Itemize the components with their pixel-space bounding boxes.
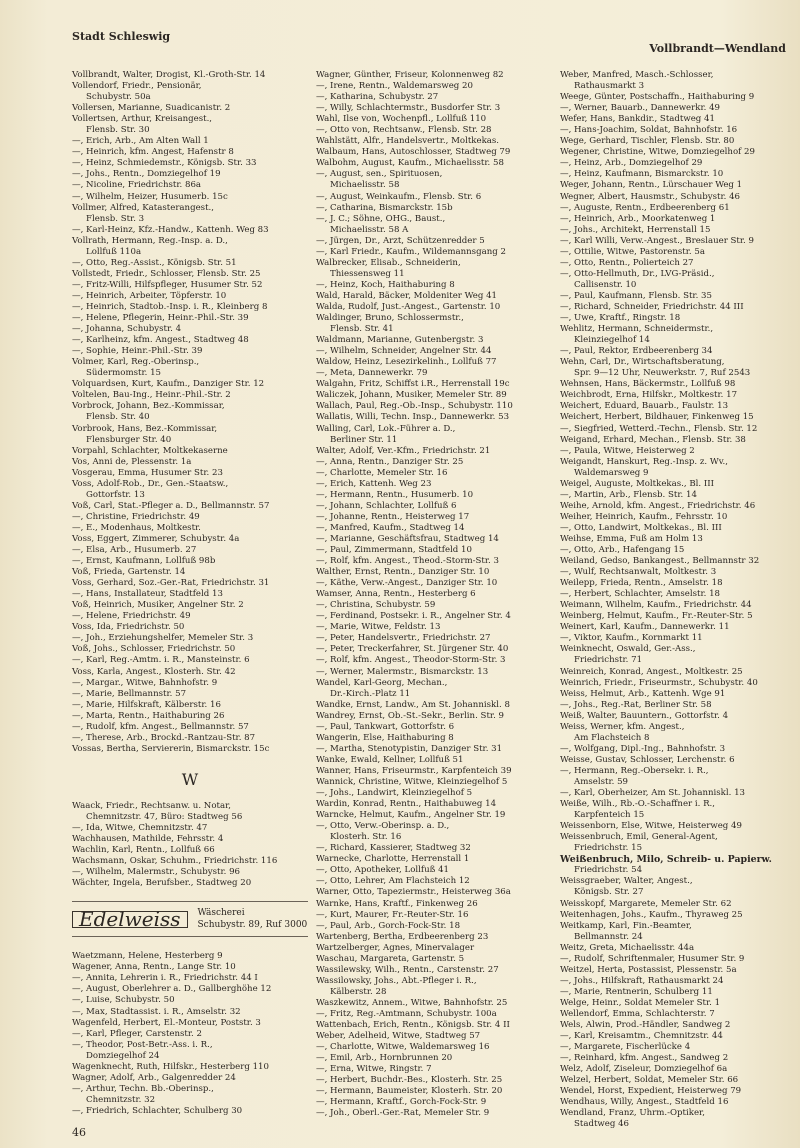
directory-entry: Welge, Heinr., Soldat Memeler Str. 1: [560, 997, 721, 1008]
directory-entry: —, Erich, Arb., Am Alten Wall 1: [72, 136, 209, 147]
directory-entry: —, Heinz, Koch, Haithaburing 8: [316, 279, 455, 290]
directory-entry: Am Flachsteich 8: [574, 732, 650, 743]
directory-entry: —, Heinz, Arb., Domziegelhof 29: [560, 158, 703, 169]
directory-entry: Michaelisstr. 58: [330, 180, 400, 191]
directory-entry: Königsb. Str. 27: [574, 887, 644, 898]
directory-entry: Weitz, Greta, Michaelisstr. 44a: [560, 942, 695, 953]
directory-entry: Karpfenteich 15: [574, 810, 645, 821]
directory-entry: —, Wilhelm, Heizer, Husumerb. 15c: [72, 191, 228, 202]
directory-entry: Voss, Ida, Friedrichstr. 50: [72, 622, 185, 633]
directory-entry: —, Otto, Lehrer, Am Flachsteich 12: [316, 876, 470, 887]
directory-entry: Vollertsen, Arthur, Kreisangest.,: [72, 114, 213, 125]
directory-entry: Wandke, Ernst, Landw., Am St. Johanniskl. 8: [316, 699, 510, 710]
directory-entry: —, Heinrich, kfm. Angest, Hafenstr 8: [72, 147, 234, 158]
directory-entry: Vos, Anni de, Plessenstr. 1a: [72, 456, 192, 467]
directory-entry: —, Rolf, kfm. Angest., Theodor-Storm-Str. 3: [316, 655, 506, 666]
directory-entry: Domziegelhof 24: [86, 1050, 160, 1061]
directory-entry: —, Siegfried, Wetterd.-Techn., Flensb. Str. 12: [560, 423, 758, 434]
directory-entry: —, Erna, Witwe, Ringstr. 7: [316, 1064, 432, 1075]
directory-entry: —, Herbert, Buchdr.-Bes., Klosterh. Str. 25: [316, 1075, 503, 1086]
directory-entry: —, Peter, Treckerfahrer, St. Jürgener Str. 40: [316, 644, 509, 655]
directory-entry: Vollersen, Marianne, Suadicanistr. 2: [72, 103, 231, 114]
directory-entry: Flensb. Str. 40: [86, 412, 150, 423]
directory-entry: Wandel, Karl-Georg, Mechan.,: [316, 677, 448, 688]
directory-entry: Welz, Adolf, Ziseleur, Domziegelhof 6a: [560, 1064, 728, 1075]
directory-entry: —, August, sen., Spirituosen,: [316, 169, 443, 180]
directory-entry: Voß, Heinrich, Musiker, Angelner Str. 2: [72, 600, 244, 611]
directory-entry: Walda, Rudolf, Just.-Angest., Gartenstr. 10: [316, 301, 501, 312]
directory-entry: Voss, Karla, Angest., Klosterh. Str. 42: [72, 666, 236, 677]
directory-entry: —, Otto, Rentn., Polierteich 27: [560, 257, 694, 268]
directory-entry: Wendhaus, Willy, Angest., Stadtfeld 16: [560, 1097, 729, 1108]
directory-entry: —, Elsa, Arb., Husumerb. 27: [72, 545, 197, 556]
directory-entry: Vollstedt, Friedr., Schlosser, Flensb. Str. 25: [72, 268, 261, 279]
directory-entry: —, Luise, Schubystr. 50: [72, 995, 175, 1006]
directory-entry: —, Karl Willi, Verw.-Angest., Breslauer Str. 9: [560, 235, 754, 246]
directory-entry: Weichbrodt, Erna, Hilfskr., Moltkestr. 17: [560, 390, 738, 401]
ad-text: [198, 907, 308, 931]
directory-entry: —, Otto, Apotheker, Lollfuß 41: [316, 865, 450, 876]
directory-entry: —, Marie, Hilfskraft, Kälberstr. 16: [72, 699, 221, 710]
directory-entry: —, E., Modenhaus, Moltkestr.: [72, 522, 201, 533]
directory-entry: —, Uwe, Kraftf., Ringstr. 18: [560, 313, 681, 324]
directory-entry: Flensb. Str. 3: [86, 213, 145, 224]
advertisement: [72, 901, 308, 937]
directory-entry: —, Wulf, Rechtsanwalt, Moltkestr. 3: [560, 567, 717, 578]
directory-entry: Wendland, Franz, Uhrm.-Optiker,: [560, 1108, 705, 1119]
directory-entry: Weissenborn, Else, Witwe, Heisterweg 49: [560, 821, 742, 832]
directory-entry: Welzel, Herbert, Soldat, Memeler Str. 66: [560, 1075, 739, 1086]
header-range: Vollbrandt—Wendland: [649, 42, 786, 55]
directory-entry: Weisse, Gustav, Schlosser, Lerchenstr. 6: [560, 754, 735, 765]
directory-entry: Weinknecht, Oswald, Ger.-Ass.,: [560, 644, 696, 655]
directory-entry: —, Hermann, Baumeister, Klosterh. Str. 20: [316, 1086, 503, 1097]
directory-entry: Weisskopf, Margarete, Memeler Str. 62: [560, 898, 732, 909]
ad-logo: Edelweiss: [72, 911, 188, 928]
directory-entry: —, Margar., Witwe, Bahnhofstr. 9: [72, 677, 218, 688]
directory-entry: Friedrichstr. 54: [574, 865, 643, 876]
directory-entry: —, Richard, Kassierer, Stadtweg 32: [316, 843, 471, 854]
directory-entry: —, Irene, Rentn., Waldemarsweg 20: [316, 81, 473, 92]
directory-entry: Volmer, Karl, Reg.-Oberinsp.,: [72, 357, 200, 368]
directory-entry: —, Peter, Handelsvertr., Friedrichstr. 27: [316, 633, 491, 644]
directory-entry: Südermomstr. 15: [86, 368, 162, 379]
directory-entry: Weißenbruch, Milo, Schreib- u. Papierw.: [560, 854, 772, 866]
directory-entry: Lollfuß 110a: [86, 246, 142, 257]
directory-entry: Callisenstr. 10: [574, 279, 637, 290]
directory-entry: —, Christina, Schubystr. 59: [316, 600, 436, 611]
directory-entry: Walbaum, Hans, Autoschlosser, Stadtweg 79: [316, 147, 511, 158]
directory-entry: —, Paul, Tankwart, Gottorfstr. 6: [316, 721, 455, 732]
directory-entry: Weihe, Arnold, kfm. Angest., Friedrichstr. 46: [560, 500, 756, 511]
directory-entry: —, Nicoline, Friedrichstr. 86a: [72, 180, 202, 191]
column-2: [316, 70, 552, 1119]
directory-entry: —, Helene, Friedrichstr. 49: [72, 611, 191, 622]
directory-entry: Walbrecker, Elisab., Schneiderin,: [316, 257, 461, 268]
ad-title: Wäscherei: [197, 908, 245, 919]
directory-entry: Wahlstätt, Alfr., Handelsvertr., Moltkekas.: [316, 136, 500, 147]
directory-entry: —, Karl, Oberheizer, Am St. Johanniskl. 13: [560, 788, 746, 799]
directory-entry: Wehlitz, Hermann, Schneidermstr.,: [560, 324, 714, 335]
directory-entry: —, Ida, Witwe, Chemnitzstr. 47: [72, 823, 208, 833]
directory-entry: —, Charlotte, Memeler Str. 16: [316, 467, 448, 478]
directory-entry: —, Joh., Erziehungshelfer, Memeler Str. 3: [72, 633, 254, 644]
directory-entry: Flensb. Str. 41: [330, 324, 394, 335]
directory-entry: Weinrich, Friedr., Friseurmstr., Schubystr. 40: [560, 677, 758, 688]
directory-entry: —, Hermann, Kraftf., Gorch-Fock-Str. 9: [316, 1097, 487, 1108]
directory-entry: Wagner, Günther, Friseur, Kolonnenweg 82: [316, 70, 504, 80]
directory-entry: Weitenhagen, Johs., Kaufm., Thyraweg 25: [560, 909, 743, 920]
directory-entry: —, Otto von, Rechtsanw., Flensb. Str. 28: [316, 125, 492, 136]
directory-entry: Warncke, Helmut, Kaufm., Angelner Str. 19: [316, 810, 506, 821]
directory-entry: —, Karl Friedr., Kaufm., Wildemannsgang 2: [316, 246, 506, 257]
directory-entry: Voss, Adolf-Rob., Dr., Gen.-Staatsw.,: [72, 478, 229, 489]
directory-entry: Flensb. Str. 30: [86, 125, 150, 136]
directory-entry: Wagenknecht, Ruth, Hilfskr., Hesterberg 110: [72, 1061, 269, 1072]
directory-entry: Wahl, Ilse von, Wochenpfl., Lollfuß 110: [316, 114, 487, 125]
directory-entry: —, Heinrich, Arbeiter, Töpferstr. 10: [72, 290, 227, 301]
directory-entry: —, Arthur, Techn. Bb.-Oberinsp.,: [72, 1083, 214, 1094]
directory-entry: —, Katharina, Schubystr. 27: [316, 92, 439, 103]
directory-entry: Weinberg, Helmut, Kaufm., Fr.-Reuter-Str. 5: [560, 611, 753, 622]
directory-entry: Wachhausen, Mathilde, Fehrsstr. 4: [72, 834, 224, 845]
directory-entry: Waliczek, Johann, Musiker, Memeler Str. 89: [316, 390, 507, 401]
directory-entry: Wehn, Carl, Dr., Wirtschaftsberatung,: [560, 357, 725, 368]
directory-entry: Kleinziegelhof 14: [574, 335, 650, 346]
directory-entry: —, Viktor, Kaufm., Kornmarkt 11: [560, 633, 703, 644]
directory-entry: Voss, Eggert, Zimmerer, Schubystr. 4a: [72, 533, 240, 544]
directory-entry: Wartenberg, Bertha, Erdbeerenberg 23: [316, 931, 489, 942]
directory-entry: Vollrath, Hermann, Reg.-Insp. a. D.,: [72, 235, 228, 246]
directory-entry: Wellendorf, Emma, Schlachterstr. 7: [560, 1008, 715, 1019]
directory-entry: Vorpahl, Schlachter, Moltkekaserne: [72, 445, 228, 456]
directory-entry: —, Heinrich, Arb., Moorkatenweg 1: [560, 213, 716, 224]
directory-entry: Wegener, Christine, Witwe, Domziegelhof 29: [560, 147, 755, 158]
page-number: 46: [72, 1126, 86, 1139]
directory-entry: —, Wilhelm, Malermstr., Schubystr. 96: [72, 867, 241, 878]
directory-entry: Walbohm, August, Kaufm., Michaelisstr. 58: [316, 158, 504, 169]
page-header: [72, 30, 786, 55]
directory-entry: —, Erich, Kattenh. Weg 23: [316, 478, 432, 489]
directory-entry: —, Auguste, Rentn., Erdbeerenberg 61: [560, 202, 730, 213]
directory-entry: —, Marie, Witwe, Feldstr. 13: [316, 622, 441, 633]
directory-entry: —, Theodor, Post-Betr.-Ass. i. R.,: [72, 1039, 213, 1050]
directory-entry: —, Hermann, Reg.-Obersekr. i. R.,: [560, 765, 709, 776]
directory-entry: Wege, Gerhard, Tischler, Flensb. Str. 80: [560, 136, 735, 147]
directory-entry: —, Manfred, Kaufm., Stadtweg 14: [316, 522, 465, 533]
directory-entry: —, Paul, Rektor, Erdbeerenberg 34: [560, 346, 713, 357]
directory-entry: —, Marta, Rentn., Haithaburing 26: [72, 710, 225, 721]
directory-entry: —, Paula, Witwe, Heisterweg 2: [560, 445, 695, 456]
directory-entry: Weege, Günter, Postschaffn., Haithaburing 9: [560, 92, 755, 103]
directory-entry: —, Joh., Oberl.-Ger.-Rat, Memeler Str. 9: [316, 1108, 490, 1119]
directory-entry: Weiss, Helmut, Arb., Kattenh. Wge 91: [560, 688, 726, 699]
directory-entry: Vorbrook, Hans, Bez.-Kommissar,: [72, 423, 218, 434]
directory-entry: Weichert, Eduard, Bauarb., Faulstr. 13: [560, 401, 729, 412]
directory-entry: —, Reinhard, kfm. Angest., Sandweg 2: [560, 1053, 729, 1064]
entries-col1-v: [72, 70, 308, 755]
directory-entry: —, Johanne, Rentn., Heisterweg 17: [316, 511, 470, 522]
header-city: Stadt Schleswig: [72, 30, 171, 43]
directory-entry: Wächter, Ingela, Berufsber., Stadtweg 20: [72, 878, 252, 889]
directory-entry: Bellmannstr. 24: [574, 931, 643, 942]
ad-address: Schubystr. 89, Ruf 3000: [197, 920, 308, 931]
directory-entry: —, Max, Stadtassist. i. R., Amselstr. 32: [72, 1006, 241, 1017]
directory-entry: —, Otto-Hellmuth, Dr., LVG-Präsid.,: [560, 268, 715, 279]
directory-entry: —, Martha, Stenotypistin, Danziger Str. 31: [316, 743, 503, 754]
directory-entry: —, Hermann, Rentn., Husumerb. 10: [316, 489, 474, 500]
directory-entry: —, Ottilie, Witwe, Pastorenstr. 5a: [560, 246, 705, 257]
directory-entry: Friedrichstr. 15: [574, 843, 643, 854]
directory-entry: Weiße, Wilh., Rb.-O.-Schaffner i. R.,: [560, 799, 716, 810]
directory-entry: Wattenbach, Erich, Rentn., Königsb. Str. 4 II: [316, 1020, 510, 1031]
directory-entry: —, Johs., Reg.-Rat, Berliner Str. 58: [560, 699, 712, 710]
directory-entry: Wannick, Christine, Witwe, Kleinziegelhof 5: [316, 777, 508, 787]
directory-entry: Wendel, Horst, Expedient, Heisterweg 79: [560, 1086, 742, 1097]
directory-entry: Vollbrandt, Walter, Drogist, Kl.-Groth-Str. 14: [72, 70, 266, 80]
directory-entry: Wehnsen, Hans, Bäckermstr., Lollfuß 98: [560, 379, 736, 390]
directory-entry: Spr. 9—12 Uhr, Neuwerkstr. 7, Ruf 2543: [574, 368, 751, 379]
directory-entry: —, Friedrich, Schlachter, Schulberg 30: [72, 1105, 243, 1116]
directory-entry: Berliner Str. 11: [330, 434, 398, 445]
directory-entry: Chemnitzstr. 32: [86, 1094, 156, 1105]
directory-entry: —, Emil, Arb., Hornbrunnen 20: [316, 1053, 453, 1064]
directory-entry: Wefer, Hans, Bankdir., Stadtweg 41: [560, 114, 715, 125]
directory-entry: Vollmer, Alfred, Katasterangest.,: [72, 202, 214, 213]
directory-entry: —, Heinz, Schmiedemstr., Königsb. Str. 33: [72, 158, 257, 169]
directory-entry: Wagenfeld, Herbert, El.-Monteur, Poststr. 3: [72, 1017, 261, 1028]
directory-entry: —, Otto, Verw.-Oberinsp. a. D.,: [316, 821, 450, 832]
directory-entry: Waldow, Heinz, Lesezirkelinh., Lollfuß 77: [316, 357, 497, 368]
directory-entry: Weber, Manfred, Masch.-Schlosser,: [560, 70, 714, 80]
directory-entry: —, Hans, Installateur, Stadtfeld 13: [72, 589, 223, 600]
directory-entry: —, Paul, Kaufmann, Flensb. Str. 35: [560, 290, 712, 301]
directory-entry: Schubystr. 50a: [86, 92, 151, 103]
entries-col3: [560, 70, 792, 1131]
directory-entry: Weissenbruch, Emil, General-Agent,: [560, 832, 718, 843]
directory-entry: —, Hans-Joachim, Soldat, Bahnhofstr. 16: [560, 125, 738, 136]
directory-entry: —, Paul, Arb., Gorch-Fock-Str. 18: [316, 920, 461, 931]
directory-entry: —, Rudolf, Schriftenmaler, Husumer Str. 9: [560, 953, 745, 964]
directory-entry: Weger, Johann, Rentn., Lürschauer Weg 1: [560, 180, 743, 191]
directory-entry: —, Fritz-Willi, Hilfspfleger, Husumer Str. 52: [72, 279, 263, 290]
directory-entry: Amselstr. 59: [574, 777, 629, 787]
section-letter: W: [181, 769, 199, 789]
directory-entry: Weigand, Erhard, Mechan., Flensb. Str. 38: [560, 434, 746, 445]
directory-entry: Weigandt, Hanskurt, Reg.-Insp. z. Wv.,: [560, 456, 728, 467]
directory-entry: —, Fritz, Reg.-Amtmann, Schubystr. 100a: [316, 1008, 497, 1019]
directory-entry: —, Willy, Schlachtermstr., Busdorfer Str. 3: [316, 103, 501, 114]
directory-entry: Volquardsen, Kurt, Kaufm., Danziger Str. 12: [72, 379, 265, 390]
directory-entry: —, Karl-Heinz, Kfz.-Handw., Kattenh. Weg 83: [72, 224, 269, 235]
directory-entry: —, Martin, Arb., Flensb. Str. 14: [560, 489, 697, 500]
directory-entry: —, Christine, Friedrichstr. 49: [72, 511, 200, 522]
directory-entry: Wanke, Ewald, Kellner, Lollfuß 51: [316, 754, 464, 765]
directory-entry: Wamser, Anna, Rentn., Hesterberg 6: [316, 589, 476, 600]
directory-entry: —, Kurt, Maurer, Fr.-Reuter-Str. 16: [316, 909, 469, 920]
directory-entry: —, Heinrich, Stadtob.-Insp. i. R., Kleinberg 8: [72, 301, 268, 312]
directory-entry: Wagener, Anna, Rentn., Lange Str. 10: [72, 962, 236, 973]
directory-entry: —, Otto, Landwirt, Moltkekas., Bl. III: [560, 522, 722, 533]
directory-entry: Walther, Ernst, Rentn., Danziger Str. 10: [316, 567, 490, 578]
directory-entry: Warnke, Hans, Kraftf., Finkenweg 26: [316, 898, 478, 909]
directory-entry: —, Ernst, Kaufmann, Lollfuß 98b: [72, 556, 216, 567]
directory-entry: Wanner, Hans, Friseurmstr., Karpfenteich 39: [316, 765, 512, 776]
directory-entry: —, Käthe, Verw.-Angest., Danziger Str. 10: [316, 578, 498, 589]
directory-entry: —, Catharina, Bismarckstr. 15b: [316, 202, 453, 213]
entries-col1-wag: [72, 951, 308, 1117]
directory-entry: Weimann, Wilhelm, Kaufm., Friedrichstr. 44: [560, 600, 752, 611]
directory-entry: Wachsmann, Oskar, Schuhm., Friedrichstr. 116: [72, 856, 278, 867]
directory-entry: Weitzel, Herta, Postassist, Plessenstr. 5a: [560, 964, 737, 975]
directory-entry: —, Karlheinz, kfm. Angest., Stadtweg 48: [72, 335, 249, 346]
directory-entry: —, Johs., Hilfskraft, Rathausmarkt 24: [560, 975, 724, 986]
directory-entry: —, Wolfgang, Dipl.-Ing., Bahnhofstr. 3: [560, 743, 726, 754]
directory-entry: Michaelisstr. 58 A: [330, 224, 409, 235]
directory-entry: —, Rolf, kfm. Angest., Theod.-Storm-Str. 3: [316, 556, 499, 567]
directory-entry: —, Anna, Rentn., Danziger Str. 25: [316, 456, 464, 467]
directory-entry: Weiland, Gedso, Bankangest., Bellmannstr 32: [560, 556, 760, 567]
directory-entry: Walling, Carl, Lok.-Führer a. D.,: [316, 423, 456, 434]
directory-entry: Weber, Adelheid, Witwe, Stadtweg 57: [316, 1031, 481, 1042]
directory-entry: —, Ferdinand, Postsekr. i. R., Angelner Str. 4: [316, 611, 511, 622]
directory-entry: Wassilowsky, Johs., Abt.-Pfleger i. R.,: [316, 975, 477, 986]
directory-entry: —, Rudolf, kfm. Angest., Bellmannstr. 57: [72, 721, 249, 732]
directory-entry: Wallatis, Willi, Techn. Insp., Dannewerkr. 53: [316, 412, 510, 423]
directory-entry: Dr.-Kirch.-Platz 11: [330, 688, 411, 699]
directory-entry: —, August, Oberlehrer a. D., Gallberghöhe 12: [72, 984, 272, 995]
directory-entry: —, Marie, Bellmannstr. 57: [72, 688, 187, 699]
directory-entry: Klosterh. Str. 16: [330, 832, 402, 843]
directory-entry: Wardin, Konrad, Rentn., Haithabuweg 14: [316, 799, 497, 810]
directory-entry: Waetzmann, Helene, Hesterberg 9: [72, 951, 223, 962]
directory-entry: Walgahn, Fritz, Schiffst i.R., Herrenstall 19c: [316, 379, 510, 390]
directory-entry: Waszkewitz, Annem., Witwe, Bahnhofstr. 25: [316, 997, 508, 1008]
directory-entry: Waschau, Margareta, Gartenstr. 5: [316, 953, 465, 964]
directory-entry: —, J. C.; Söhne, OHG., Baust.,: [316, 213, 446, 224]
column-3: [560, 70, 792, 1130]
directory-entry: —, Marie, Rentnerin, Schulberg 11: [560, 986, 713, 997]
directory-entry: —, Richard, Schneider, Friedrichstr. 44 III: [560, 301, 744, 312]
directory-entry: Wald, Harald, Bäcker, Moldeniter Weg 41: [316, 290, 498, 301]
directory-entry: —, Annita, Lehrerin i. R., Friedrichstr. 44 I: [72, 973, 258, 984]
directory-entry: —, Otto, Arb., Hafengang 15: [560, 545, 685, 556]
column-1: [72, 70, 308, 1116]
directory-entry: Rathausmarkt 3: [574, 81, 645, 92]
directory-entry: —, Johs., Rentn., Domziegelhof 19: [72, 169, 221, 180]
directory-entry: Wassilewsky, Wilh., Rentn., Carstenstr. 27: [316, 964, 499, 975]
directory-entry: Waack, Friedr., Rechtsanw. u. Notar,: [72, 800, 231, 811]
directory-entry: Wangerin, Else, Haithaburing 8: [316, 732, 454, 743]
directory-entry: Weinert, Karl, Kaufm., Dannewerkr. 11: [560, 622, 730, 633]
directory-entry: —, Therese, Arb., Brockd.-Rantzau-Str. 87: [72, 732, 256, 743]
directory-entry: —, Marianne, Geschäftsfrau, Stadtweg 14: [316, 533, 499, 544]
directory-entry: Wels, Alwin, Prod.-Händler, Sandweg 2: [560, 1020, 731, 1031]
directory-entry: —, Sophie, Heinr.-Phil.-Str. 39: [72, 346, 203, 357]
directory-entry: Weigel, Auguste, Moltkekas., Bl. III: [560, 478, 715, 489]
directory-entry: —, Johs., Landwirt, Kleinziegelhof 5: [316, 788, 473, 799]
directory-entry: Weichert, Herbert, Bildhauer, Finkenweg 15: [560, 412, 754, 423]
directory-entry: Weilepp, Frieda, Rentn., Amselstr. 18: [560, 578, 723, 589]
directory-entry: —, Otto, Reg.-Assist., Königsb. Str. 51: [72, 257, 237, 268]
directory-entry: Warner, Otto, Tapeziermstr., Heisterweg 36a: [316, 887, 511, 898]
directory-entry: Weinreich, Konrad, Angest., Moltkestr. 25: [560, 666, 743, 677]
directory-entry: Waldinger, Bruno, Schlossermstr.,: [316, 313, 464, 324]
directory-entry: —, Werner, Bauarb., Dannewerkr. 49: [560, 103, 721, 114]
directory-entry: —, Johs., Architekt, Herrenstall 15: [560, 224, 711, 235]
directory-entry: Weitkamp, Karl, Fin.-Beamter,: [560, 920, 692, 931]
directory-entry: Friedrichstr. 71: [574, 655, 643, 666]
directory-entry: Flensburger Str. 40: [86, 434, 172, 445]
directory-entry: Vosgerau, Emma, Husumer Str. 23: [72, 467, 223, 478]
directory-entry: Warnecke, Charlotte, Herrenstall 1: [316, 854, 470, 865]
directory-entry: Weihse, Emma, Fuß am Holm 13: [560, 533, 703, 544]
directory-entry: —, Herbert, Schlachter, Amselstr. 18: [560, 589, 721, 600]
directory-entry: —, Jürgen, Dr., Arzt, Schützenredder 5: [316, 235, 485, 246]
entries-col2: [316, 70, 552, 1119]
directory-entry: —, Meta, Dannewerkr. 79: [316, 368, 428, 379]
directory-entry: Voß, Frieda, Gartenstr. 14: [72, 567, 186, 578]
directory-entry: Chemnitzstr. 47, Büro: Stadtweg 56: [86, 811, 243, 822]
directory-entry: Wandrey, Ernst, Ob.-St.-Sekr., Berlin. Str. 9: [316, 710, 504, 721]
directory-entry: Wagner, Adolf, Arb., Galgenredder 24: [72, 1072, 236, 1083]
directory-entry: Weiss, Werner, kfm. Angest.,: [560, 721, 685, 732]
directory-entry: —, Charlotte, Witwe, Waldemarsweg 16: [316, 1042, 490, 1053]
directory-entry: —, Karl, Kreisamtm., Chemnitzstr. 44: [560, 1031, 723, 1042]
directory-entry: Vollendorf, Friedr., Pensionär,: [72, 81, 202, 92]
directory-entry: Wallach, Paul, Reg.-Ob.-Insp., Schubystr. 110: [316, 401, 513, 412]
directory-entry: —, Helene, Pflegerin, Heinr.-Phil.-Str. 39: [72, 313, 249, 324]
directory-entry: Weiß, Walter, Bauuntern., Gottorfstr. 4: [560, 710, 729, 721]
directory-entry: —, Johanna, Schubystr. 4: [72, 324, 182, 335]
directory-entry: —, Werner, Malermstr., Bismarckstr. 13: [316, 666, 489, 677]
directory-entry: Waldmann, Marianne, Gutenbergstr. 3: [316, 335, 484, 346]
directory-entry: —, Heinz, Kaufmann, Bismarckstr. 10: [560, 169, 724, 180]
directory-entry: —, Karl, Reg.-Amtm. i. R., Mansteinstr. 6: [72, 655, 250, 666]
directory-entry: Stadtweg 46: [574, 1119, 630, 1130]
directory-entry: Kälberstr. 28: [330, 986, 387, 997]
directory-entry: —, Karl, Pfleger, Carstenstr. 2: [72, 1028, 202, 1039]
directory-entry: Voss, Gerhard, Soz.-Ger.-Rat, Friedrichstr. 31: [72, 578, 270, 589]
directory-entry: Gottorfstr. 13: [86, 489, 145, 500]
directory-entry: —, Margarete, Fischerlücke 4: [560, 1042, 691, 1053]
directory-entry: Weiher, Heinrich, Kaufm., Fehrsstr. 10: [560, 511, 728, 522]
directory-entry: Weissgraeber, Walter, Angest.,: [560, 876, 693, 887]
directory-entry: Walter, Adolf, Ver.-Kfm., Friedrichstr. 21: [316, 445, 491, 456]
directory-entry: —, August, Weinkaufm., Flensb. Str. 6: [316, 191, 482, 202]
directory-entry: —, Paul, Zimmermann, Stadtfeld 10: [316, 545, 472, 556]
directory-entry: Vossas, Bertha, Serviererin, Bismarckstr. 15c: [72, 743, 270, 754]
entries-col1-wa: [72, 801, 308, 889]
directory-entry: —, Wilhelm, Schneider, Angelner Str. 44: [316, 346, 492, 357]
directory-entry: Wartzelberger, Agnes, Minervalager: [316, 942, 475, 953]
directory-entry: Wegner, Albert, Hausmstr., Schubystr. 46: [560, 191, 741, 202]
directory-entry: Voß, Carl, Stat.-Pfleger a. D., Bellmannstr. 57: [72, 500, 270, 511]
directory-entry: Thiessensweg 11: [330, 268, 405, 279]
directory-entry: Waldemarsweg 9: [574, 467, 649, 478]
directory-entry: Voltelen, Bau-Ing., Heinr.-Phil.-Str. 2: [72, 390, 231, 401]
directory-entry: Wachlin, Karl, Rentn., Lollfuß 66: [72, 845, 215, 856]
directory-entry: Voß, Johs., Schlosser, Friedrichstr. 50: [72, 644, 236, 655]
directory-entry: —, Johann, Schlachter, Lollfuß 6: [316, 500, 457, 511]
directory-entry: Vorbrock, Johann, Bez.-Kommissar,: [72, 401, 225, 412]
